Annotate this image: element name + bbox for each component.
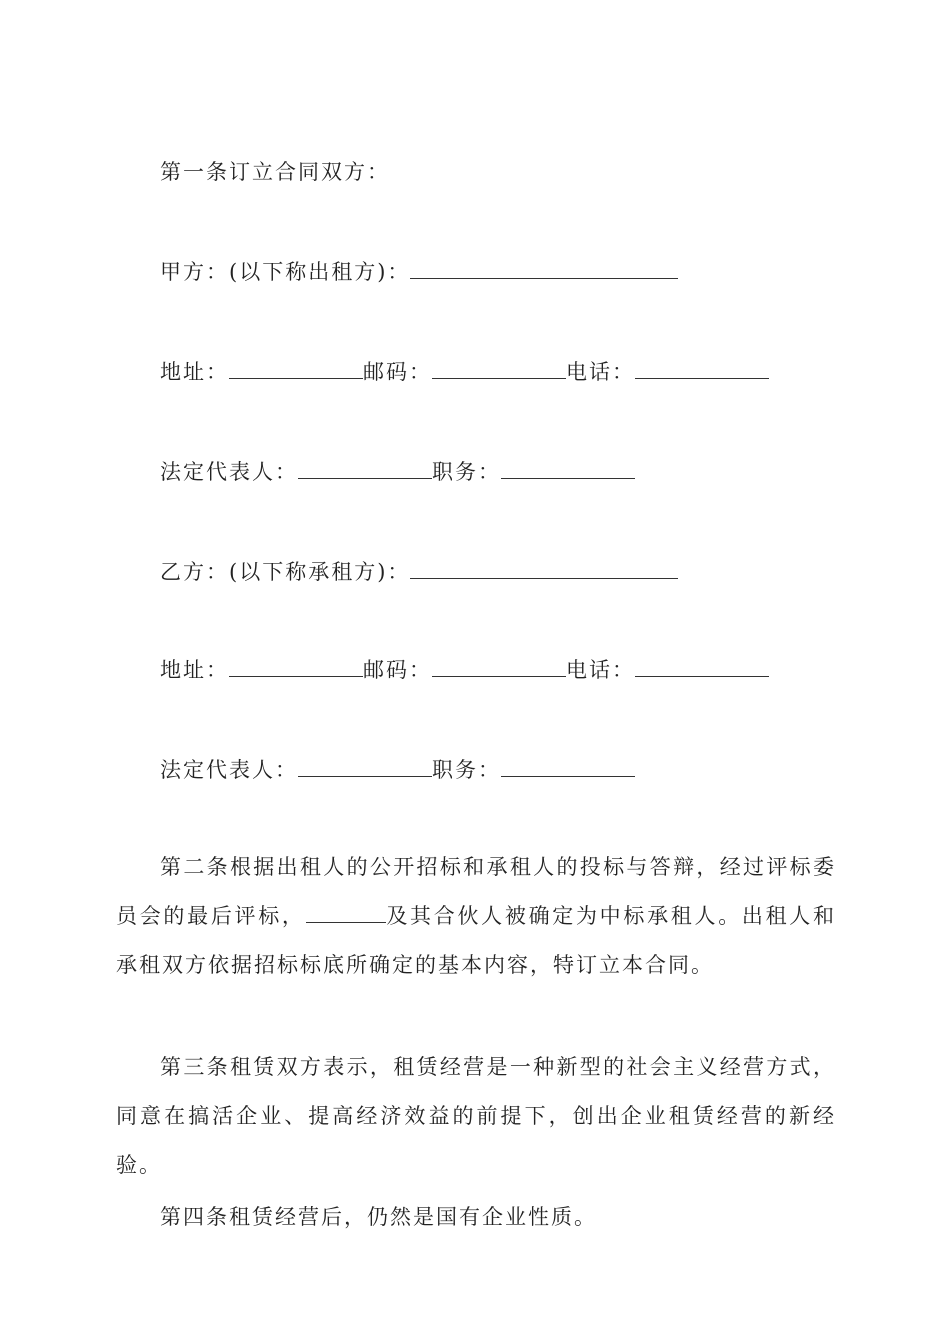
party-b-address-blank[interactable]: [229, 656, 363, 677]
party-a-title-blank[interactable]: [501, 458, 635, 479]
party-b-rep-line: [160, 756, 635, 784]
article4-text: 第四条租赁经营后，仍然是国有企业性质。: [160, 1205, 597, 1229]
party-b-phone-blank[interactable]: [635, 656, 769, 677]
party-a-phone-label: 电话：: [566, 360, 635, 384]
party-a-rep-label: 法定代表人：: [160, 460, 298, 484]
article4-paragraph: [116, 1193, 836, 1242]
party-a-postcode-blank[interactable]: [432, 358, 566, 379]
article3-paragraph: [116, 1043, 836, 1190]
article1-heading: [160, 158, 390, 186]
party-b-phone-label: 电话：: [566, 658, 635, 682]
party-b-title-label: 职务：: [432, 758, 501, 782]
party-a-rep-line: [160, 458, 635, 486]
party-b-rep-label: 法定代表人：: [160, 758, 298, 782]
party-b-postcode-label: 邮码：: [363, 658, 432, 682]
party-a-contact-line: [160, 358, 769, 386]
article3-text: 第三条租赁双方表示，租赁经营是一种新型的社会主义经营方式，同意在搞活企业、提高经济效益的前提下，创出企业租赁经营的新经验。: [116, 1055, 836, 1177]
party-a-line: [160, 258, 678, 286]
party-a-address-blank[interactable]: [229, 358, 363, 379]
winning-bidder-blank[interactable]: [306, 902, 386, 923]
party-b-rep-blank[interactable]: [298, 756, 432, 777]
article2-paragraph: [116, 843, 836, 990]
article2-text-part2: 及其合伙人被确定为中标承租人。出租人和承租双方依据招标标底所确定的基本内容，特订立本合同。: [116, 904, 837, 977]
party-b-line: [160, 558, 678, 586]
party-a-postcode-label: 邮码：: [363, 360, 432, 384]
party-b-postcode-blank[interactable]: [432, 656, 566, 677]
party-a-name-blank[interactable]: [410, 258, 678, 279]
party-b-title-blank[interactable]: [501, 756, 635, 777]
party-a-title-label: 职务：: [432, 460, 501, 484]
party-b-address-label: 地址：: [160, 658, 229, 682]
party-b-contact-line: [160, 656, 769, 684]
party-a-address-label: 地址：: [160, 360, 229, 384]
article1-heading-text: 第一条订立合同双方：: [160, 160, 390, 184]
party-b-name-blank[interactable]: [410, 558, 678, 579]
article2-text-part1: 第二条根据出租人的公开招标和承租人的投标与答辩，经过评标委员会的最后评标，: [116, 855, 836, 928]
party-a-rep-blank[interactable]: [298, 458, 432, 479]
party-a-label: 甲方：(以下称出租方)：: [160, 260, 411, 284]
party-b-label: 乙方：(以下称承租方)：: [160, 560, 411, 584]
party-a-phone-blank[interactable]: [635, 358, 769, 379]
